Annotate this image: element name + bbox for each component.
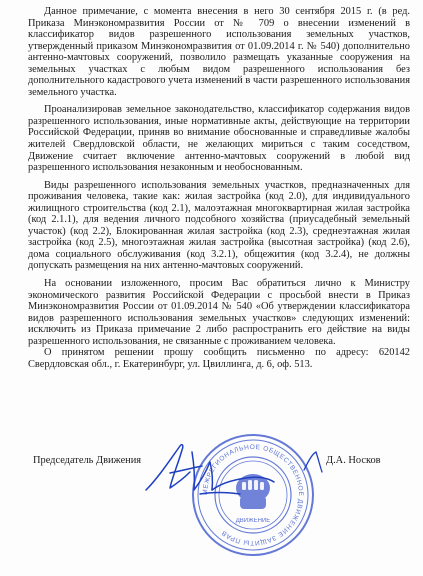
paragraph-4: На основании изложенного, просим Вас обратиться лично к Министру экономического развития Российской Федерации с просьбой внести в Приказ Минэкономразвития России от 01.09.2014 № 540 «Об утверждении классификатора видов разрешенного использования земельных участков» следующих изменений: исключить из Приказа примечание 2 либо распространить его действие на виды разрешенного использования, не связанные с проживанием человека.	[28, 278, 410, 347]
paragraph-5: О принятом решении прошу сообщить письменно по адресу: 620142 Свердловская обл., г. Екатеринбург, ул. Цвиллинга, д. 6, оф. 513.	[28, 347, 410, 370]
stamp-outer-text: МЕЖРЕГИОНАЛЬНОЕ ОБЩЕСТВЕННОЕ ДВИЖЕНИЕ ЗАЩИТЫ ПРАВ	[201, 443, 305, 547]
signatory-name: Д.А. Носков	[326, 455, 381, 466]
signatory-title: Председатель Движения	[33, 455, 142, 466]
handwritten-signature	[140, 438, 280, 513]
letter-body	[28, 6, 410, 376]
paragraph-1: Данное примечание, с момента внесения в него 30 сентября 2015 г. (в ред. Приказа Минэкономразвития России от № 709 о внесении изменений в классификатор видов разрешенного использования земельных участков, утвержденный приказом Минэкономразвития от 01.09.2014 г. № 540) дополнительно антенно-мачтовых сооружений, позволило размещать указанные сооружения на земельных участках с любым видом разрешенного использования без дополнительного кадастрового учета изменений в части разрешенного использования земельного участка.	[28, 6, 410, 98]
paragraph-3: Виды разрешенного использования земельных участков, предназначенных для проживания человека, такие как: жилая застройка (код 2.0), для индивидуального жилищного строительства (код 2.1), малоэтажная многоквартирная жилая застройка (код 2.1.1), для ведения личного подсобного хозяйства (приусадебный земельный участок) (код 2.2), Блокированная жилая застройка (код 2.3), среднеэтажная жилая застройка (код 2.5), многоэтажная жилая застройка (высотная застройка) (код 2.6), дома социального обслуживания (код 3.2.1), общежития (код 3.2.4), не должны допускать размещения на них антенно-мачтовых сооружений.	[28, 179, 410, 272]
stamp-inner-text: ДВИЖЕНИЕ	[235, 518, 271, 524]
paragraph-2: Проанализировав земельное законодательство, классификатор содержания видов разрешенного использования, иные нормативные акты, действующие на территории Российской Федерации, приняв во внимание обоснованные и справедливые жалобы жителей Свердловской области, не желающих мириться с таким соседством, Движение считает включение антенно-мачтовых сооружений в любой вид разрешенного использования незаконным и необоснованным.	[28, 104, 410, 174]
